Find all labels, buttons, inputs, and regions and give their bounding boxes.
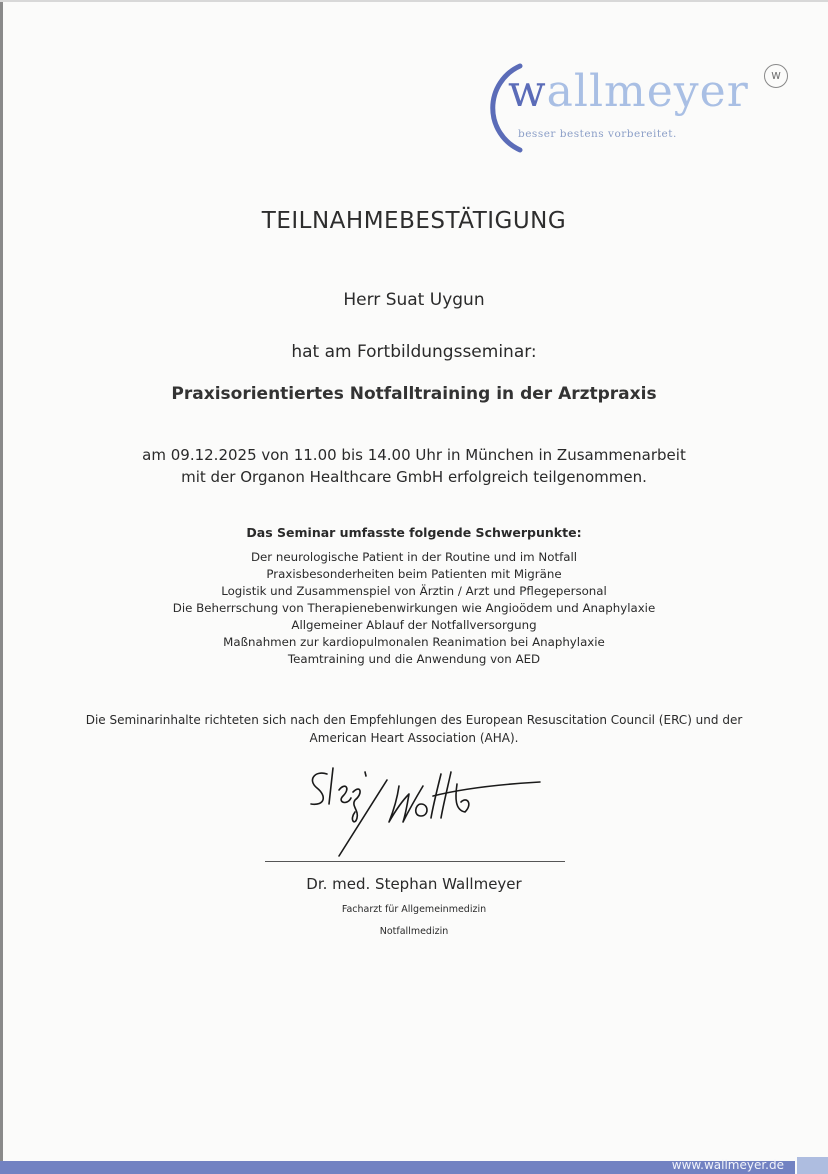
handwritten-signature (305, 760, 565, 860)
seminar-details (0, 444, 828, 488)
topic-item: Der neurologische Patient in der Routine und im Notfall (250, 550, 578, 564)
wallmeyer-logo (486, 58, 796, 158)
logo-wordmark: wallmeyer (508, 66, 749, 117)
signature-line (265, 861, 565, 862)
logo-tagline: besser bestens vorbereitet. (518, 128, 677, 140)
scan-top-edge (0, 0, 828, 2)
details-line: mit der Organon Healthcare GmbH erfolgreich teilgenommen. (181, 468, 647, 486)
footer-square (797, 1157, 828, 1174)
recipient-name: Herr Suat Uygun (343, 290, 485, 310)
topic-item: Teamtraining und die Anwendung von AED (287, 652, 541, 666)
topic-item: Die Beherrschung von Therapienebenwirkungen wie Angioödem und Anaphylaxie (172, 601, 656, 615)
signatory-specialty: Notfallmedizin (379, 926, 449, 937)
logo-mark-icon: w (764, 64, 788, 88)
guidelines-line: Die Seminarinhalte richteten sich nach den Empfehlungen des European Resuscitation Council (ERC) und der (85, 713, 743, 727)
topics-heading: Das Seminar umfasste folgende Schwerpunkte: (246, 525, 582, 540)
guidelines-line: American Heart Association (AHA). (309, 731, 519, 745)
topic-item: Maßnahmen zur kardiopulmonalen Reanimation bei Anaphylaxie (223, 635, 605, 649)
topic-item: Praxisbesonderheiten beim Patienten mit Migräne (266, 567, 562, 581)
topics-list (0, 549, 828, 668)
intro-text: hat am Fortbildungsseminar: (291, 342, 537, 362)
signatory-name: Dr. med. Stephan Wallmeyer (306, 875, 522, 893)
document-title: TEILNAHMEBESTÄTIGUNG (261, 208, 567, 234)
seminar-title: Praxisorientiertes Notfalltraining in der Arztpraxis (171, 384, 657, 404)
details-line: am 09.12.2025 von 11.00 bis 14.00 Uhr in München in Zusammenarbeit (142, 446, 686, 464)
guidelines-note (0, 711, 828, 747)
signatory-title: Facharzt für Allgemeinmedizin (341, 904, 487, 915)
topic-item: Allgemeiner Ablauf der Notfallversorgung (291, 618, 537, 632)
footer-url: www.wallmeyer.de (671, 1158, 784, 1172)
topic-item: Logistik und Zusammenspiel von Ärztin / Arzt und Pflegepersonal (221, 584, 607, 598)
